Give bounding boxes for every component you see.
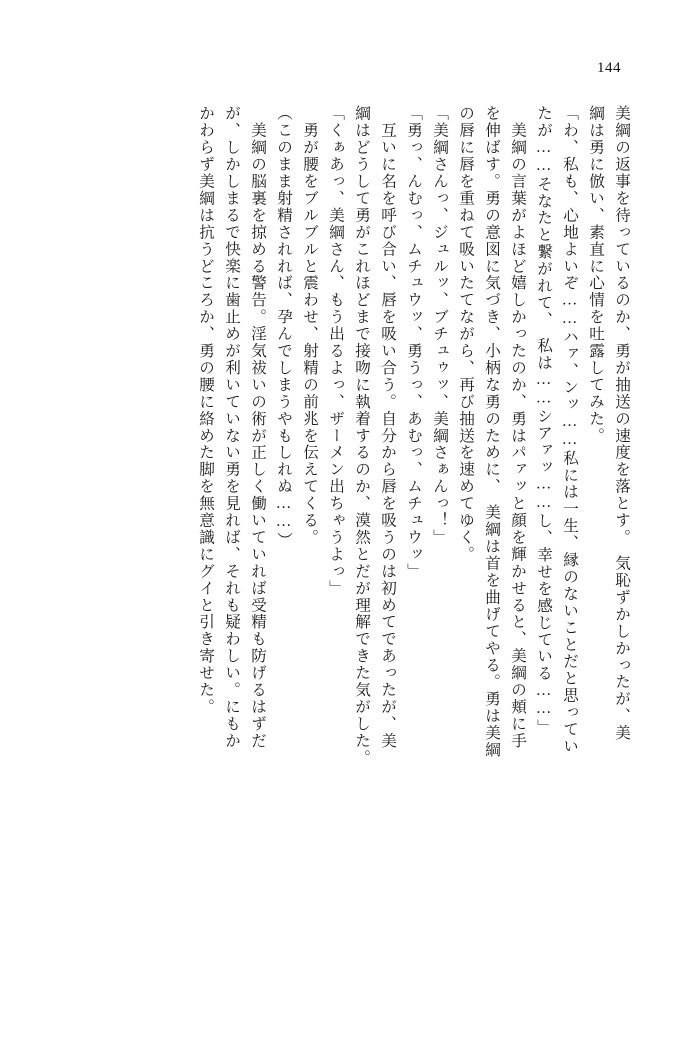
text-column: 「勇っ、んむっ、ムチュウッ、勇うっ、あむっ、ムチュウッ」 [405,105,422,580]
page-number: 144 [597,60,621,76]
text-column: たが……そなたと繋がれて、 私は……シアァッ……し、幸せを感じている……」 [535,105,552,736]
text-column: が、しかしまるで快楽に歯止めが利いていない勇を見れば、それも疑わしい。にもか [223,105,240,750]
text-column: かわらず美綱は抗うどころか、勇の腰に絡めた脚を無意識にグイと引き寄せた。 [197,105,214,716]
text-column: 勇が腰をブルブルと震わせ、射精の前兆を伝えてくる。 [301,105,318,546]
text-column: 綱はどうして勇がこれほどまで接吻に執着するのか、漠然とだが理解できた気がした。 [353,105,370,767]
vertical-text-body [58,105,629,940]
text-column: 美綱の返事を待っているのか、勇が抽送の速度を落とす。 気恥ずかしかったが、美 [613,105,630,742]
text-column: 美綱の脳裏を掠める警告。淫気祓いの術が正しく働いていれば受精も防げるはずだ [249,105,266,750]
text-column: 綱は勇に倣い、素直に心情を吐露してみた。 [587,105,604,444]
text-column: の唇に唇を重ねて吸いたてながら、再び抽送を速めてゆく。 [457,105,474,563]
text-column: （このまま射精されれば、孕んでしまうやもしれぬ……） [275,105,292,549]
text-column: 互いに名を呼び合い、唇を吸い合う。自分から唇を吸うのは初めてであったが、美 [379,105,396,750]
text-column: 「美綱さんっ、ジュルッ、ブチュゥッ、美綱さぁんっ！」 [431,105,448,546]
text-column: 「くぁあっ、美綱さん、もう出るよっ、ザーメン出ちゃうよっ」 [327,105,344,597]
text-column: を伸ばす。勇の意図に気づき、小柄な勇のために、 美綱は首を曲げてやる。勇は美綱 [483,105,500,759]
text-column: 美綱の言葉がよほど嬉しかったのか、勇はパァッと顔を輝かせると、美綱の頬に手 [509,105,526,750]
text-column: 「わ、私も、心地よいぞ……ハァ、ンッ……私には一生、縁のないことだと思ってい [561,105,578,755]
